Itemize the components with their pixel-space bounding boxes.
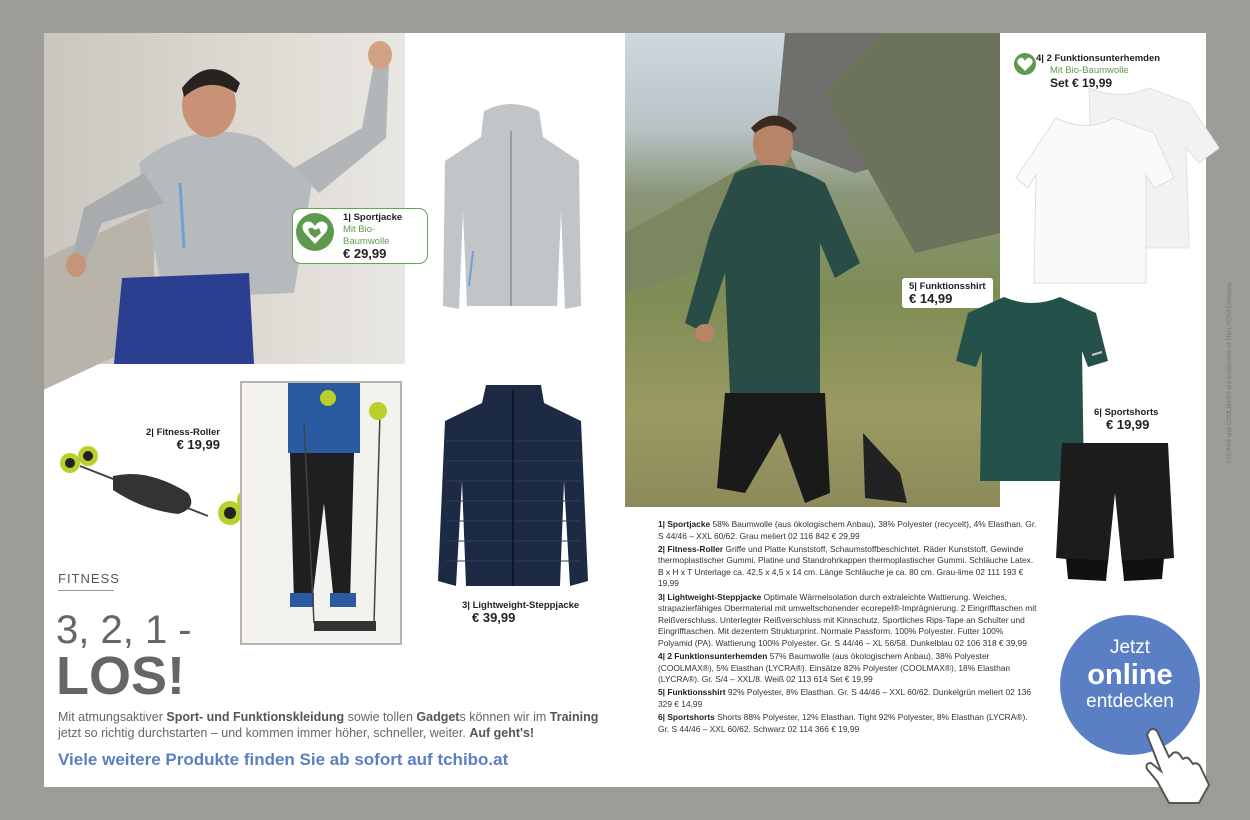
detail-steppjacke: 3| Lightweight-Steppjacke Optimale Wärmeisolation durch extraleichte Wattierung. Weiches, strapazierfähiges Obermaterial mit umweltschonender ecorepel®-Imprägnierung. 2 Eingrifftaschen mit Reißverschluss. Unterlegter Reißverschluss mit Kinnschutz. Sportliches Rips-Tape an Schulter und Eingrifftaschen. Mit dezentem Strukturprint. Normale Passform. 100% Polyester. Futter 100% Polyamid (PA). Wattierung 100% Polyester. Gr. S 44/46 – XL 56/58. Dunkelblau 02 106 318 € 39,99 [658, 591, 1037, 648]
pointing-hand-icon [1139, 723, 1219, 803]
photo-fitness-roller-in-use [240, 381, 402, 645]
detail-funktionsshirt: 5| Funktionsshirt 92% Polyester, 8% Elasthan. Gr. S 44/46 – XXL 60/62. Dunkelgrün meliert 02 136 329 € 14,99 [658, 687, 1032, 709]
product-details [658, 519, 1038, 737]
tag-eco-label: Mit Bio-Baumwolle [343, 224, 390, 247]
catalog-page [44, 33, 1233, 787]
tag-title: 4| 2 Funktionsunterhemden [1036, 53, 1161, 64]
price-tag-fitness-roller [146, 427, 220, 451]
tag-title: 6| Sportshorts [1094, 407, 1159, 418]
tag-price: € 39,99 [472, 610, 516, 625]
tag-price: Set € 19,99 [1050, 76, 1113, 90]
tag-title: 1| Sportjacke [343, 212, 403, 223]
cta-line-2: online [1087, 659, 1173, 691]
headline-countdown: 3, 2, 1 - [56, 608, 192, 652]
detail-sportjacke: 1| Sportjacke 58% Baumwolle (aus ökologischem Anbau), 38% Polyester (recycelt), 4% Elasthan. Gr. S 44/46 – XXL 60/62. Grau meliert 02 116 842 € 29,99 [658, 519, 1037, 541]
cta-line-1: Jetzt [1109, 637, 1151, 658]
promo-link-tchibo[interactable]: Viele weitere Produkte finden Sie ab sofort auf tchibo.at [58, 750, 509, 769]
legal-trademark-note: LYCRA® and COOLMAX® are trademarks of The LYCRA Company. [1227, 281, 1233, 463]
price-tag-steppjacke [462, 600, 579, 624]
tag-title: 2| Fitness-Roller [146, 427, 220, 438]
cta-line-3: entdecken [1086, 691, 1174, 712]
eco-globe-icon [1014, 53, 1036, 75]
detail-sportshorts: 6| Sportshorts Shorts 88% Polyester, 12% Elasthan. Tight 92% Polyester, 8% Elasthan (LYCRA®). Gr. S 44/46 – XXL 60/62. Schwarz 02 114 366 € 19,99 [658, 712, 1028, 734]
tag-title: 5| Funktionsshirt [909, 281, 986, 292]
product-image-funktionsunterhemden [1014, 83, 1224, 283]
product-image-sportjacke [439, 101, 584, 316]
detail-funktionsunterhemden: 4| 2 Funktionsunterhemden 57% Baumwolle (aus ökologischem Anbau), 38% Polyester (COOLMAX®), 5% Elasthan (LYCRA®). Einsätze 82% Polyester (COOLMAX®), 18% Elasthan (LYCRA®). Gr. S/4 – XXL/8. Weiß 02 113 614 Set € 19,99 [658, 651, 1011, 685]
detail-fitness-roller: 2| Fitness-Roller Griffe und Platte Kunststoff, Schaumstoffbeschichtet. Räder Kunststoff, Gewinde thermoplastischer Gummi. Platine und Standrohrkappen thermoplastischer Gummi. Schläuche Latex. B x H x T Unterlage ca. 42,5 x 4,5 x 14 cm. Länge Schläuche je ca. 80 cm. Grau-lime 02 111 193 € 19,99 [658, 543, 1034, 589]
product-image-steppjacke [436, 381, 591, 591]
tag-price: € 19,99 [176, 437, 220, 452]
section-label: FITNESS [58, 571, 120, 586]
photo-mountain-runner [625, 33, 1000, 507]
tag-eco-label: Mit Bio-Baumwolle [1050, 65, 1129, 76]
price-tag-sportshorts [1094, 407, 1158, 431]
section-divider [58, 590, 114, 591]
headline-los: LOS! [56, 646, 185, 706]
tag-price: € 19,99 [1106, 417, 1150, 432]
product-image-fitness-roller [58, 438, 263, 533]
intro-text: Mit atmungsaktiver Sport- und Funktionskleidung sowie tollen Gadgets können wir im Training jetzt so richtig durchstarten – und kommen immer höher, schneller, weiter. Auf geht's! [58, 710, 599, 740]
tag-price: € 29,99 [343, 246, 387, 261]
tag-title: 3| Lightweight-Steppjacke [462, 600, 580, 611]
hero-photo-sportjacke [44, 33, 405, 364]
eco-globe-icon [296, 213, 334, 251]
tag-price: € 14,99 [909, 291, 953, 306]
product-image-sportshorts [1056, 443, 1174, 583]
